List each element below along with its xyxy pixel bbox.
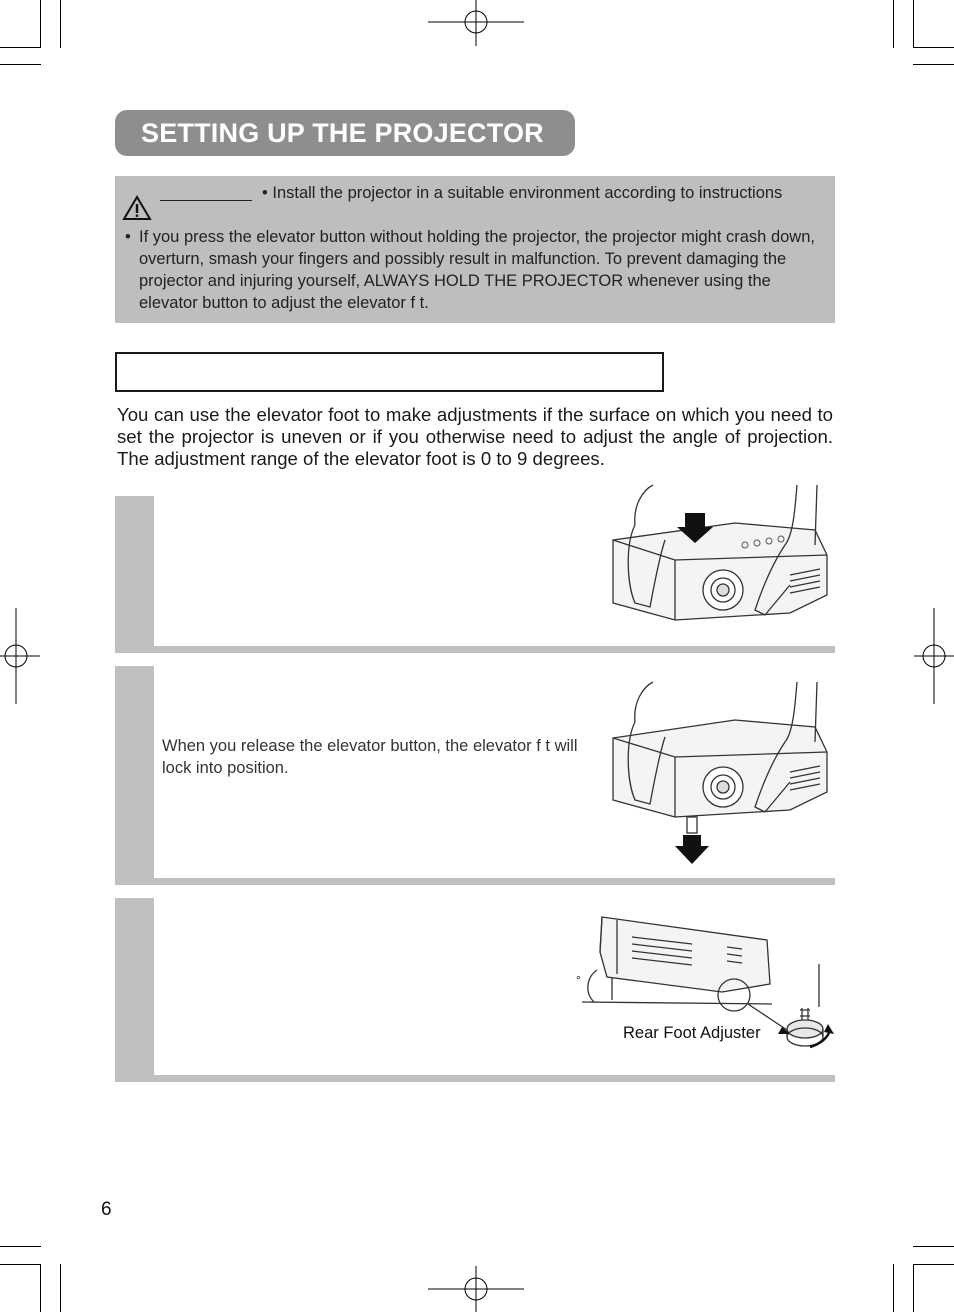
page-number: 6: [101, 1199, 112, 1220]
step-3-rule: [115, 1075, 835, 1082]
caution-heading-underline: [160, 200, 252, 201]
step-2-bar: [115, 666, 154, 885]
caution-install-note: • Install the projector in a suitable environment according to instructions: [262, 184, 783, 202]
projector-release-illustration: [597, 680, 842, 865]
bullet: •: [125, 228, 131, 246]
step-3-bar: [115, 898, 154, 1082]
page-title: SETTING UP THE PROJECTOR: [141, 118, 544, 148]
caution-warning-text: If you press the elevator button without holding the projector, the projector might crash down, overturn, smash your fingers and possibly result in malfunction. To prevent damaging the projector and injuring yourself, ALWAYS HOLD THE PROJECTOR whenever using the elevator button to adjust the elevator f t.: [139, 228, 815, 312]
caution-elevator-warning: [125, 226, 825, 314]
step-1-bar: [115, 496, 154, 651]
rear-foot-adjuster-label: Rear Foot Adjuster: [623, 1024, 761, 1042]
step-1-rule: [115, 646, 835, 653]
intro-paragraph: You can use the elevator foot to make adjustments if the surface on which you need to set the projector is uneven or if you otherwise need to adjust the angle of projection. The adjustment range of the elevator foot is 0 to 9 degrees.: [117, 404, 833, 469]
step-2-note: When you release the elevator button, the elevator f t will lock into position.: [162, 737, 578, 777]
page-title-banner: [115, 110, 575, 156]
warning-triangle-icon: [123, 196, 151, 220]
angle-degree-mark: °: [576, 973, 581, 987]
section-heading-box: [115, 352, 664, 392]
projector-press-illustration: [605, 485, 835, 635]
step-2-rule: [115, 878, 835, 885]
